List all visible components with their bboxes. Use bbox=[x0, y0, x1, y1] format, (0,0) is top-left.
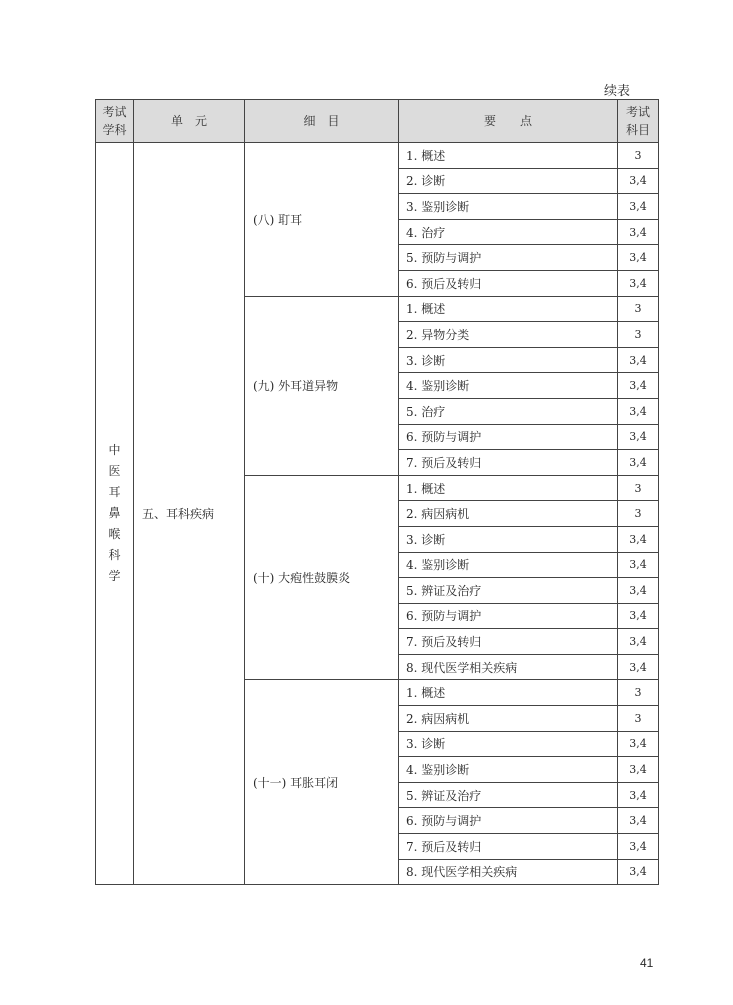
exam-cell: 3 bbox=[618, 680, 659, 706]
point-cell: 6. 预后及转归 bbox=[399, 270, 618, 296]
exam-cell: 3,4 bbox=[618, 424, 659, 450]
exam-cell: 3,4 bbox=[618, 654, 659, 680]
point-cell: 4. 治疗 bbox=[399, 219, 618, 245]
detail-cell: (十一) 耳胀耳闭 bbox=[245, 680, 399, 885]
point-cell: 7. 预后及转归 bbox=[399, 450, 618, 476]
table-body bbox=[96, 143, 659, 885]
header-exam: 考试 科目 bbox=[618, 100, 659, 143]
point-cell: 4. 鉴别诊断 bbox=[399, 552, 618, 578]
point-cell: 6. 预防与调护 bbox=[399, 603, 618, 629]
point-cell: 5. 预防与调护 bbox=[399, 245, 618, 271]
point-cell: 2. 病因病机 bbox=[399, 706, 618, 732]
point-cell: 1. 概述 bbox=[399, 680, 618, 706]
point-cell: 6. 预防与调护 bbox=[399, 424, 618, 450]
point-cell: 3. 诊断 bbox=[399, 347, 618, 373]
header-point: 要 点 bbox=[399, 100, 618, 143]
detail-cell: (十) 大疱性鼓膜炎 bbox=[245, 475, 399, 680]
exam-cell: 3,4 bbox=[618, 398, 659, 424]
exam-cell: 3,4 bbox=[618, 373, 659, 399]
point-cell: 2. 病因病机 bbox=[399, 501, 618, 527]
point-cell: 1. 概述 bbox=[399, 475, 618, 501]
point-cell: 5. 辨证及治疗 bbox=[399, 578, 618, 604]
exam-cell: 3 bbox=[618, 475, 659, 501]
exam-cell: 3,4 bbox=[618, 578, 659, 604]
page-number: 41 bbox=[640, 956, 654, 970]
exam-cell: 3,4 bbox=[618, 603, 659, 629]
point-cell: 6. 预防与调护 bbox=[399, 808, 618, 834]
exam-cell: 3,4 bbox=[618, 757, 659, 783]
exam-cell: 3,4 bbox=[618, 194, 659, 220]
point-cell: 8. 现代医学相关疾病 bbox=[399, 859, 618, 885]
point-cell: 3. 诊断 bbox=[399, 526, 618, 552]
exam-cell: 3,4 bbox=[618, 782, 659, 808]
exam-cell: 3,4 bbox=[618, 808, 659, 834]
point-cell: 7. 预后及转归 bbox=[399, 834, 618, 860]
exam-cell: 3,4 bbox=[618, 168, 659, 194]
point-cell: 4. 鉴别诊断 bbox=[399, 373, 618, 399]
exam-cell: 3,4 bbox=[618, 834, 659, 860]
table-row bbox=[96, 143, 659, 169]
unit-cell: 五、耳科疾病 bbox=[134, 143, 245, 885]
point-cell: 2. 异物分类 bbox=[399, 322, 618, 348]
exam-cell: 3 bbox=[618, 143, 659, 169]
exam-cell: 3,4 bbox=[618, 270, 659, 296]
exam-cell: 3,4 bbox=[618, 347, 659, 373]
exam-cell: 3 bbox=[618, 501, 659, 527]
exam-cell: 3,4 bbox=[618, 552, 659, 578]
syllabus-table bbox=[95, 99, 659, 885]
header-unit: 单 元 bbox=[134, 100, 245, 143]
point-cell: 4. 鉴别诊断 bbox=[399, 757, 618, 783]
exam-cell: 3 bbox=[618, 296, 659, 322]
exam-cell: 3,4 bbox=[618, 245, 659, 271]
exam-cell: 3,4 bbox=[618, 450, 659, 476]
table-header-row bbox=[96, 100, 659, 143]
exam-cell: 3 bbox=[618, 706, 659, 732]
point-cell: 8. 现代医学相关疾病 bbox=[399, 654, 618, 680]
point-cell: 5. 辨证及治疗 bbox=[399, 782, 618, 808]
exam-cell: 3,4 bbox=[618, 526, 659, 552]
continued-label: 续表 bbox=[604, 84, 631, 99]
point-cell: 2. 诊断 bbox=[399, 168, 618, 194]
exam-cell: 3 bbox=[618, 322, 659, 348]
exam-cell: 3,4 bbox=[618, 219, 659, 245]
subject-cell: 中医耳鼻喉科学 bbox=[96, 143, 134, 885]
point-cell: 1. 概述 bbox=[399, 296, 618, 322]
detail-cell: (九) 外耳道异物 bbox=[245, 296, 399, 475]
point-cell: 7. 预后及转归 bbox=[399, 629, 618, 655]
header-detail: 细 目 bbox=[245, 100, 399, 143]
point-cell: 3. 诊断 bbox=[399, 731, 618, 757]
exam-cell: 3,4 bbox=[618, 629, 659, 655]
detail-cell: (八) 耵耳 bbox=[245, 143, 399, 297]
point-cell: 3. 鉴别诊断 bbox=[399, 194, 618, 220]
exam-cell: 3,4 bbox=[618, 859, 659, 885]
header-subject: 考试 学科 bbox=[96, 100, 134, 143]
exam-cell: 3,4 bbox=[618, 731, 659, 757]
point-cell: 5. 治疗 bbox=[399, 398, 618, 424]
point-cell: 1. 概述 bbox=[399, 143, 618, 169]
